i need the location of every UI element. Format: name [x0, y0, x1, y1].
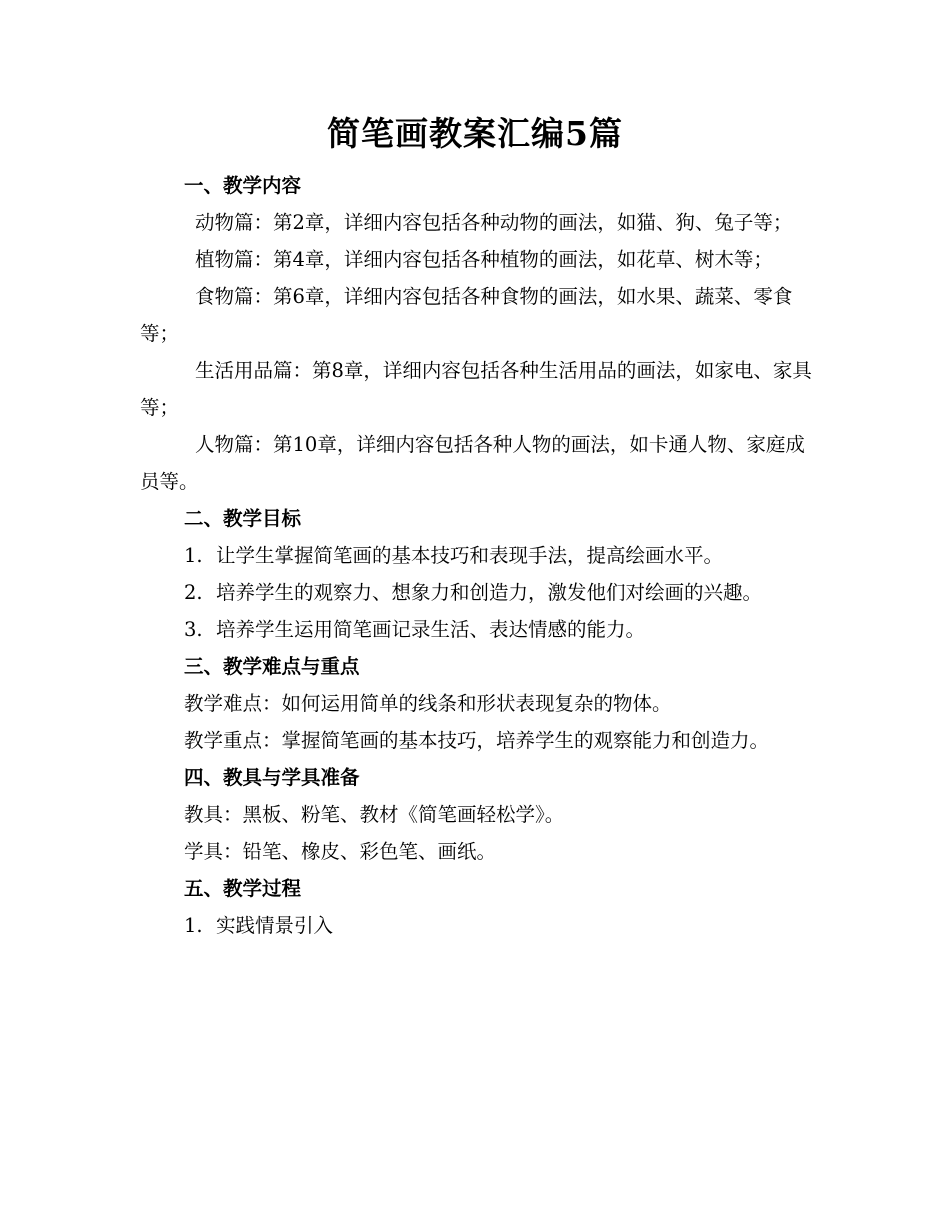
section-heading: 四、教具与学具准备	[184, 766, 360, 789]
paragraph: 教学难点：如何运用简单的线条和形状表现复杂的物体。	[184, 692, 672, 715]
document-body	[140, 167, 820, 944]
list-item	[140, 574, 820, 611]
list-item	[140, 611, 820, 648]
list-number: 3.	[184, 618, 203, 641]
section-heading: 五、教学过程	[184, 877, 302, 900]
section-teaching-goals	[140, 500, 820, 648]
list-number: 2.	[184, 581, 203, 604]
list-text: 培养学生的观察力、想象力和创造力，激发他们对绘画的兴趣。	[216, 581, 763, 604]
section-heading: 三、教学难点与重点	[184, 655, 360, 678]
list-text: 实践情景引入	[216, 914, 334, 937]
list-number: 1.	[184, 914, 203, 937]
list-item	[140, 537, 820, 574]
section-teaching-aids	[140, 759, 820, 870]
paragraph: 教具：黑板、粉笔、教材《简笔画轻松学》。	[184, 803, 565, 826]
paragraph: 人物篇：第10章，详细内容包括各种人物的画法，如卡通人物、家庭成员等。	[140, 433, 805, 493]
section-heading: 一、教学内容	[184, 174, 302, 197]
paragraph: 教学重点：掌握简笔画的基本技巧，培养学生的观察能力和创造力。	[184, 729, 770, 752]
paragraph: 植物篇：第4章，详细内容包括各种植物的画法，如花草、树木等；	[195, 248, 773, 271]
section-heading: 二、教学目标	[184, 507, 302, 530]
paragraph: 动物篇：第2章，详细内容包括各种动物的画法，如猫、狗、兔子等；	[195, 211, 793, 234]
list-text: 让学生掌握简笔画的基本技巧和表现手法，提高绘画水平。	[216, 544, 724, 567]
list-number: 1.	[184, 544, 203, 567]
section-teaching-content	[140, 167, 820, 500]
paragraph: 学具：铅笔、橡皮、彩色笔、画纸。	[184, 840, 497, 863]
section-difficulties-and-focus	[140, 648, 820, 759]
paragraph: 食物篇：第6章，详细内容包括各种食物的画法，如水果、蔬菜、零食等；	[140, 285, 793, 345]
section-teaching-process	[140, 870, 820, 944]
paragraph: 生活用品篇：第8章，详细内容包括各种生活用品的画法，如家电、家具等；	[140, 359, 812, 419]
list-text: 培养学生运用简笔画记录生活、表达情感的能力。	[216, 618, 646, 641]
document-title: 简笔画教案汇编5篇	[327, 114, 623, 153]
list-item	[140, 907, 820, 944]
